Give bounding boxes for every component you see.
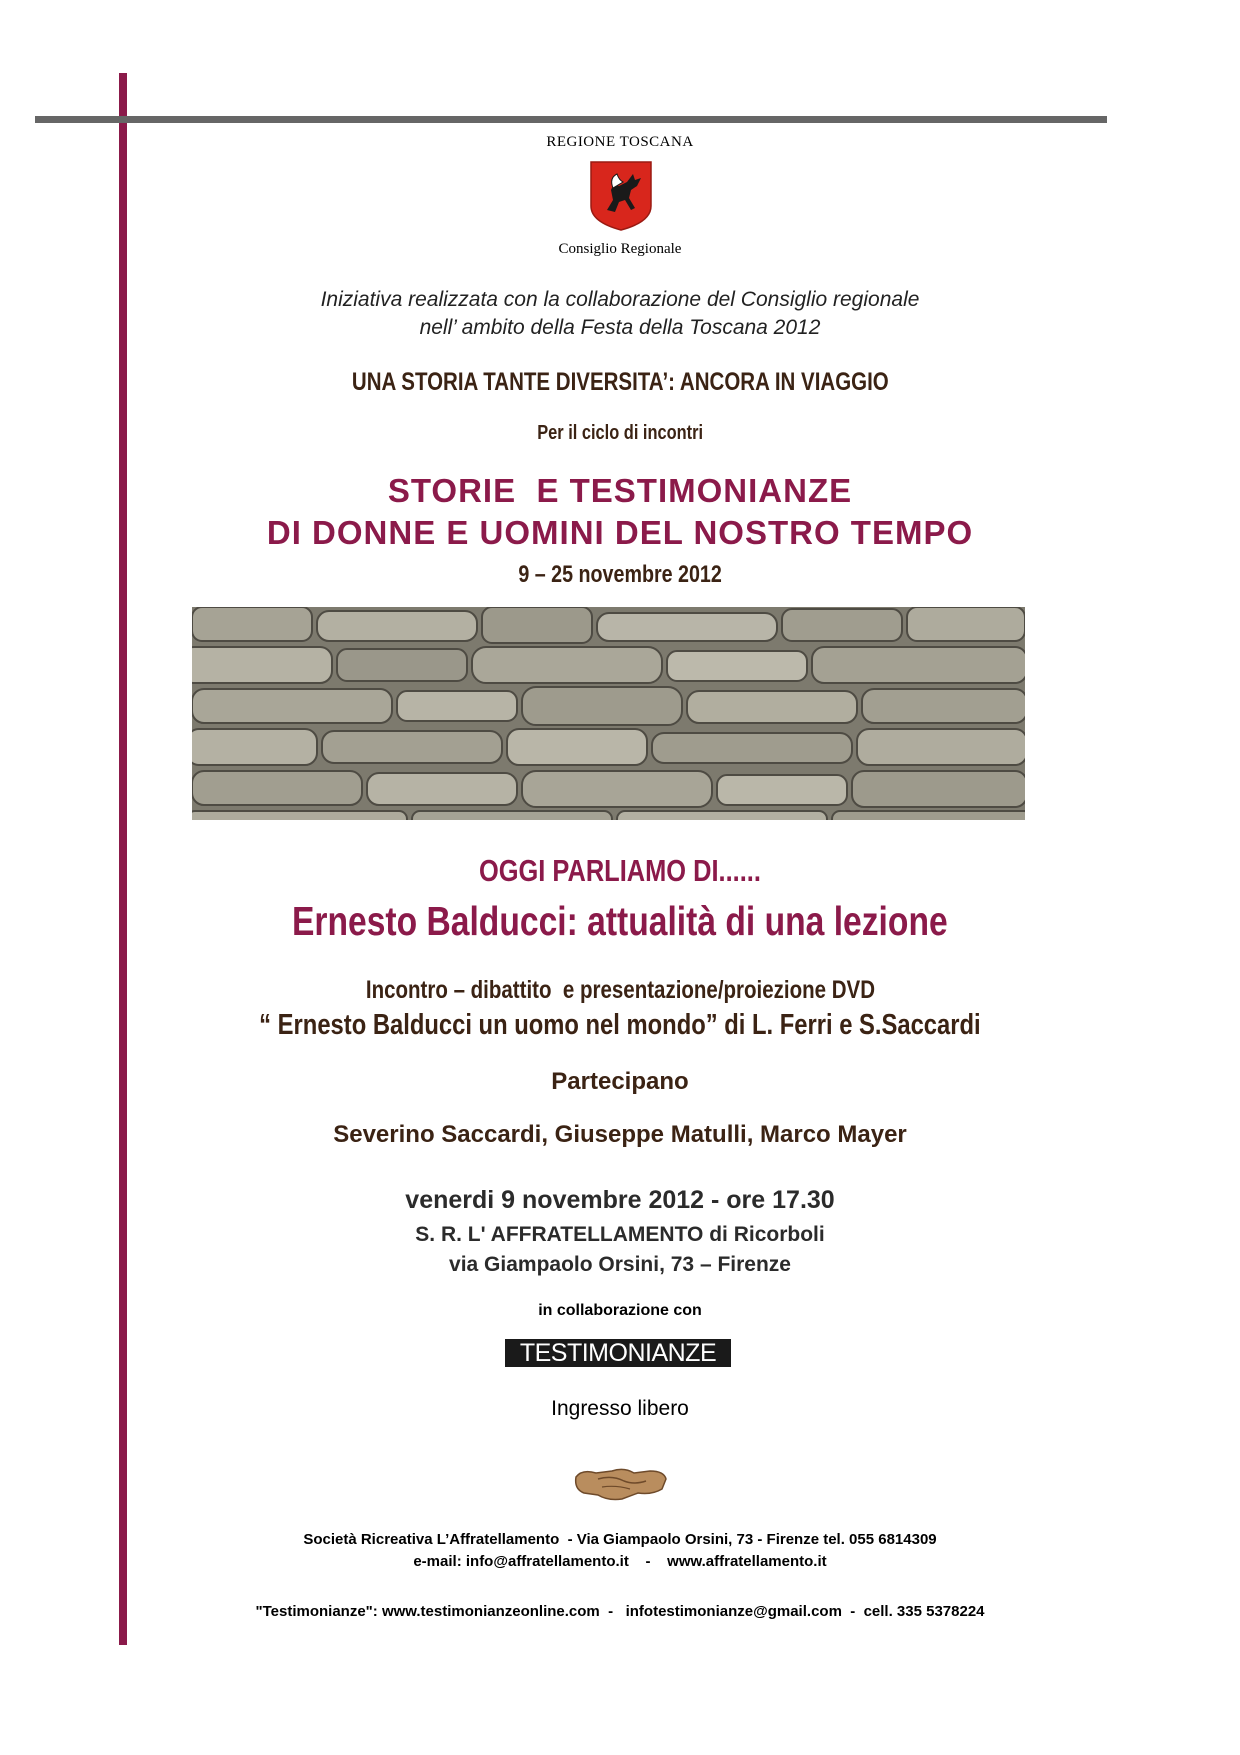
topic-wrap [0, 898, 1240, 945]
event-format: Incontro – dibattito e presentazione/proiezione DVD [365, 976, 875, 1004]
testimonianze-logo-text: TESTIMONIANZE [519, 1339, 717, 1367]
collab-label: in collaborazione con [538, 1302, 702, 1319]
event-address: via Giampaolo Orsini, 73 – Firenze [449, 1253, 791, 1276]
event-datetime: venerdi 9 novembre 2012 - ore 17.30 [405, 1186, 835, 1214]
region-name: REGIONE TOSCANA [546, 134, 694, 150]
program-title: UNA STORIA TANTE DIVERSITA’: ANCORA IN VIAGGIO [351, 368, 889, 396]
cycle-title-1: STORIE E TESTIMONIANZE [387, 472, 853, 509]
dvd-wrap [0, 1009, 1240, 1042]
format-wrap [0, 976, 1240, 1005]
council-name: Consiglio Regionale [558, 241, 682, 257]
cycle-title-2: DI DONNE E UOMINI DEL NOSTRO TEMPO [266, 514, 974, 551]
today-wrap [0, 853, 1240, 889]
stone-wall-image [192, 607, 1025, 820]
testimonianze-logo [505, 1339, 731, 1367]
participants-label: Partecipano [551, 1068, 689, 1095]
cycle-intro: Per il ciclo di incontri [537, 422, 703, 444]
pegasus-shield-icon [589, 160, 653, 232]
cycle-intro-wrap [0, 422, 1240, 445]
horizontal-rule [35, 116, 1107, 123]
handshake-icon [572, 1463, 668, 1503]
program-title-wrap [0, 368, 1240, 397]
footer-email: e-mail: info@affratellamento.it - www.affratellamento.it [413, 1553, 827, 1570]
entry-info: Ingresso libero [551, 1397, 689, 1420]
intro-line-2: nell’ ambito della Festa della Toscana 2012 [419, 316, 821, 339]
intro-line-1: Iniziativa realizzata con la collaborazione del Consiglio regionale [320, 288, 920, 311]
cycle-dates-wrap [0, 561, 1240, 589]
participants-list: Severino Saccardi, Giuseppe Matulli, Marco Mayer [333, 1121, 907, 1148]
event-topic: Ernesto Balducci: attualità di una lezione [292, 898, 948, 944]
cycle-dates: 9 – 25 novembre 2012 [518, 561, 722, 588]
footer-society: Società Ricreativa L’Affratellamento - Via Giampaolo Orsini, 73 - Firenze tel. 055 6814309 [303, 1531, 937, 1548]
footer-testimonianze: "Testimonianze": www.testimonianzeonline.com - infotestimonianze@gmail.com - cell. 335 5378224 [255, 1603, 985, 1620]
event-venue: S. R. L' AFFRATELLAMENTO di Ricorboli [415, 1223, 825, 1246]
today-heading: OGGI PARLIAMO DI...... [478, 853, 761, 888]
dvd-title: “ Ernesto Balducci un uomo nel mondo” di L. Ferri e S.Saccardi [259, 1009, 981, 1041]
